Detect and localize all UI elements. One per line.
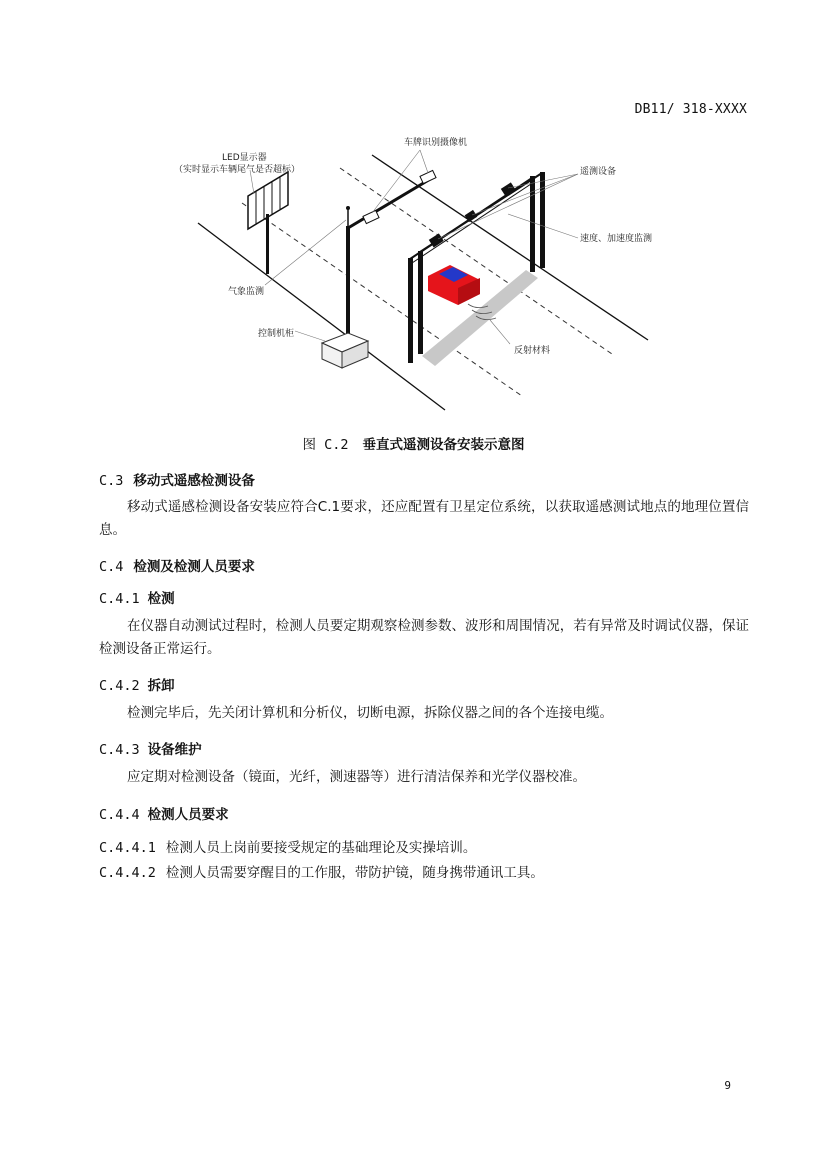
label-weather: 气象监测 <box>228 287 265 297</box>
gantry-left-back <box>418 251 423 354</box>
camera-arm <box>348 178 432 228</box>
item-c441: C.4.4.1 检测人员上岗前要接受规定的基础理论及实操培训。 <box>99 840 477 856</box>
installation-diagram <box>150 128 670 418</box>
label-led-display: LED显示器 <box>222 153 267 163</box>
label-cabinet: 控制机柜 <box>258 329 295 339</box>
heading-c3: C.3 移动式遥感检测设备 <box>99 473 255 489</box>
label-remote-sensing: 遥测设备 <box>580 167 617 177</box>
car-illustration <box>428 265 480 305</box>
heading-c4: C.4 检测及检测人员要求 <box>99 559 255 575</box>
document-code: DB11/ 318-XXXX <box>634 102 747 117</box>
paragraph-c42: 检测完毕后，先关闭计算机和分析仪，切断电源，拆除仪器之间的各个连接电缆。 <box>127 705 613 721</box>
camera-pole <box>346 226 350 341</box>
label-plate-camera: 车牌识别摄像机 <box>404 138 468 148</box>
camera-1 <box>363 210 379 223</box>
paragraph-c43: 应定期对检测设备（镜面，光纤，测速器等）进行清洁保养和光学仪器校准。 <box>127 769 586 785</box>
figure-number: 图 C.2 <box>302 437 349 453</box>
road-edge-left <box>198 223 445 410</box>
page-number: 9 <box>724 1079 731 1092</box>
heading-c42: C.4.2 拆卸 <box>99 678 175 694</box>
heading-c43: C.4.3 设备维护 <box>99 742 202 758</box>
lane-line-1 <box>242 203 522 396</box>
figure-title: 垂直式遥测设备安装示意图 <box>362 437 525 453</box>
item-c442: C.4.4.2 检测人员需要穿醒目的工作服，带防护镜，随身携带通讯工具。 <box>99 865 544 881</box>
label-reflective: 反射材料 <box>514 346 551 356</box>
gantry-left-front <box>408 258 413 363</box>
heading-c41: C.4.1 检测 <box>99 591 175 607</box>
paragraph-c3: 移动式遥感检测设备安装应符合C.1要求，还应配置有卫星定位系统，以获取遥感测试地点的地理位置信息。 <box>99 499 749 538</box>
control-cabinet <box>322 333 368 368</box>
heading-c44: C.4.4 检测人员要求 <box>99 807 229 823</box>
led-pole <box>266 214 269 274</box>
remote-sensor-3 <box>501 182 516 196</box>
paragraph-c41: 在仪器自动测试过程时，检测人员要定期观察检测参数、波形和周围情况，若有异常及时调试仪器，保证检测设备正常运行。 <box>99 618 749 657</box>
remote-sensor-2 <box>465 210 478 222</box>
gantry-right-front <box>530 176 535 272</box>
road-edge-right <box>372 155 648 340</box>
label-led-display-sub: （实时显示车辆尾气是否超标） <box>174 165 301 175</box>
diagram-svg <box>150 128 670 418</box>
label-speed-monitor: 速度、加速度监测 <box>580 234 653 244</box>
figure-caption <box>0 433 827 453</box>
gantry-right-back <box>540 172 545 268</box>
